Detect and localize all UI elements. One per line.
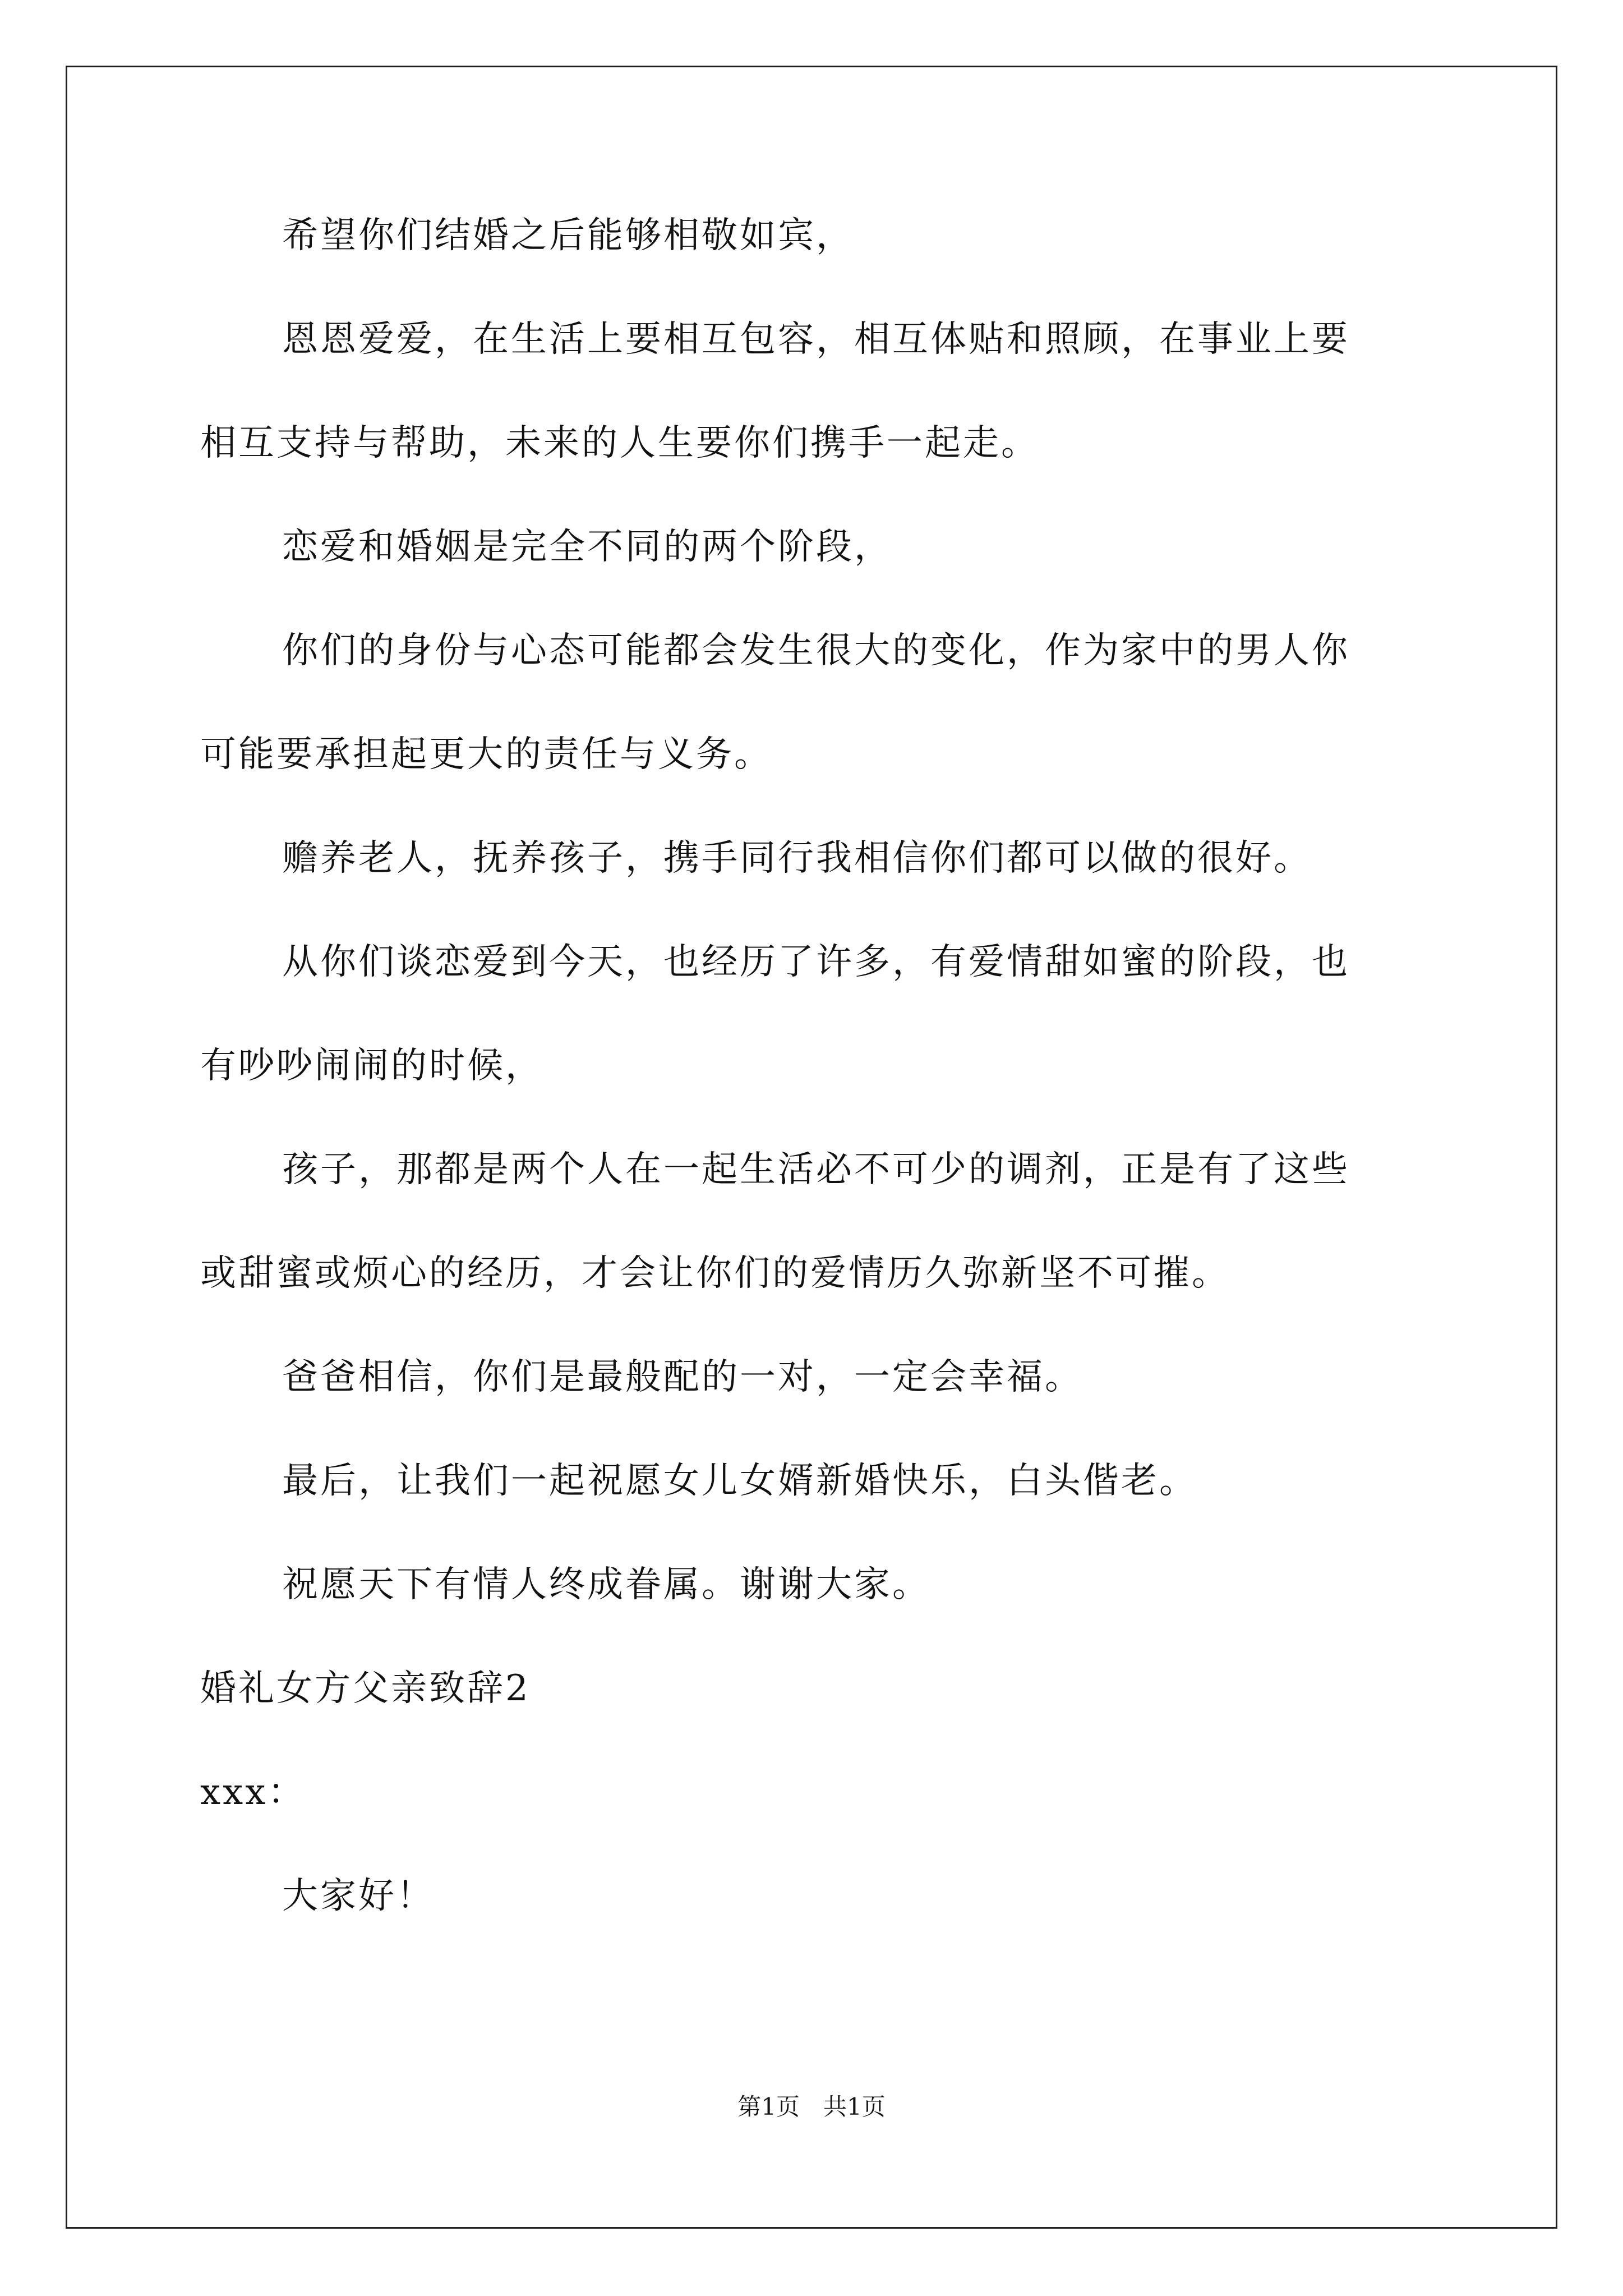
text-line: 赡养老人，抚养孩子，携手同行我相信你们都可以做的很好。 (282, 838, 1312, 879)
text-line: 有吵吵闹闹的时候， (200, 1045, 543, 1087)
text-line: 或甜蜜或烦心的经历，才会让你们的爱情历久弥新坚不可摧。 (200, 1253, 1230, 1294)
text-line: 希望你们结婚之后能够相敬如宾， (282, 215, 854, 256)
text-line: 祝愿天下有情人终成眷属。谢谢大家。 (282, 1564, 930, 1605)
text-line: 恩恩爱爱，在生活上要相互包容，相互体贴和照顾，在事业上要 (282, 319, 1350, 360)
section-heading: 婚礼女方父亲致辞2 (200, 1668, 531, 1709)
text-line: 孩子，那都是两个人在一起生活必不可少的调剂，正是有了这些 (282, 1149, 1350, 1190)
text-line: 恋爱和婚姻是完全不同的两个阶段， (282, 526, 892, 568)
greeting: 大家好！ (282, 1875, 435, 1917)
text-line: 爸爸相信，你们是最般配的一对，一定会幸福。 (282, 1356, 1083, 1398)
text-line: 从你们谈恋爱到今天，也经历了许多，有爱情甜如蜜的阶段，也 (282, 941, 1350, 983)
text-line: 可能要承担起更大的责任与义务。 (200, 734, 772, 775)
text-line: 相互支持与帮助，未来的人生要你们携手一起走。 (200, 422, 1039, 464)
text-line: 你们的身份与心态可能都会发生很大的变化，作为家中的男人你 (282, 630, 1350, 671)
page-number: 第1页 共1页 (737, 2093, 886, 2120)
salutation: xxx： (200, 1772, 306, 1813)
text-line: 最后，让我们一起祝愿女儿女婿新婚快乐，白头偕老。 (282, 1460, 1197, 1502)
